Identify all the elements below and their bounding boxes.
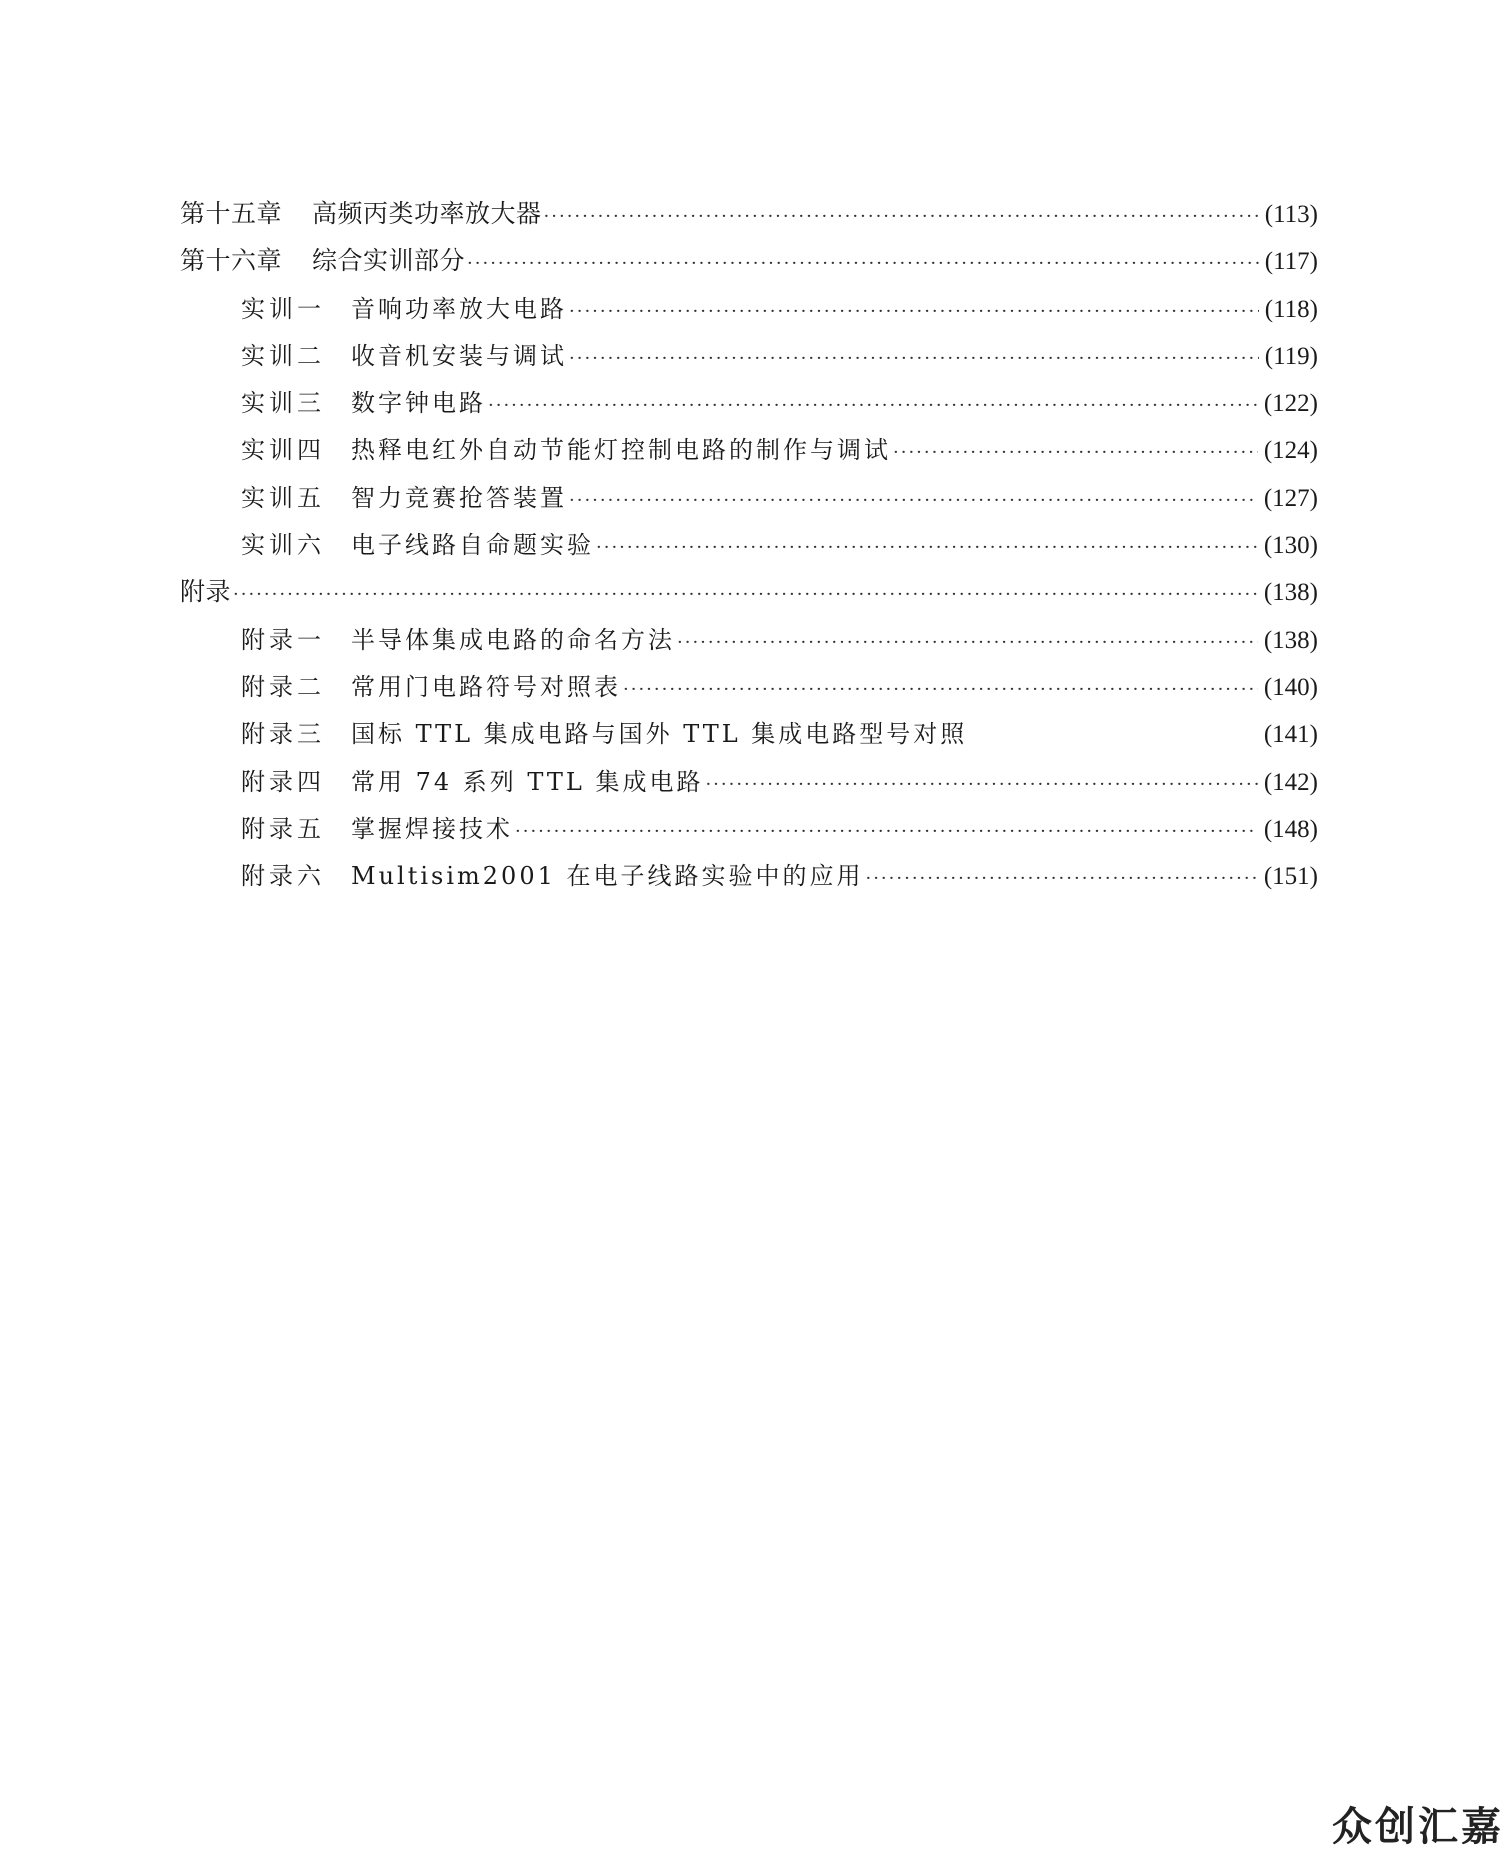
toc-entry-title: Multisim2001 在电子线路实验中的应用	[351, 862, 864, 891]
toc-subentry[interactable]	[180, 856, 1318, 903]
toc-entry-page: (117)	[1264, 248, 1318, 276]
toc-subentry[interactable]	[180, 809, 1318, 856]
watermark-logo: 众创汇嘉	[1332, 1804, 1504, 1850]
toc-entry-page: (124)	[1263, 437, 1318, 465]
toc-dot-leader	[623, 679, 1258, 700]
toc-entry-page: (142)	[1263, 768, 1318, 796]
toc-entry-title: 附录	[180, 577, 232, 607]
toc-dot-leader	[233, 584, 1258, 605]
toc-subentry[interactable]	[180, 525, 1318, 572]
toc-entry-number: 实训六	[241, 531, 325, 560]
toc-entry-page: (113)	[1264, 201, 1318, 228]
toc-entry-number: 附录一	[241, 625, 325, 654]
toc-entry-page: (140)	[1263, 673, 1318, 701]
toc-entry-title: 高频丙类功率放大器	[312, 199, 542, 228]
toc-dot-leader	[569, 301, 1259, 322]
toc-entry-title: 常用门电路符号对照表	[351, 672, 621, 701]
table-of-contents	[180, 194, 1318, 903]
toc-entry[interactable]	[180, 572, 1318, 619]
toc-entry-page: (148)	[1263, 815, 1318, 843]
toc-entry-page: (138)	[1263, 626, 1318, 654]
toc-entry-number: 第十六章	[180, 246, 283, 276]
toc-subentry[interactable]	[180, 620, 1318, 667]
toc-subentry[interactable]	[180, 478, 1318, 525]
toc-dot-leader	[596, 537, 1258, 558]
toc-entry-title: 智力竞赛抢答装置	[351, 483, 567, 512]
toc-entry-title: 收音机安装与调试	[351, 341, 567, 370]
toc-entry-title: 音响功率放大电路	[351, 294, 567, 323]
toc-dot-leader	[515, 821, 1258, 842]
toc-entry[interactable]	[180, 194, 1318, 241]
toc-entry-page: (127)	[1263, 484, 1318, 512]
toc-dot-leader	[705, 774, 1257, 795]
toc-entry-page: (130)	[1263, 532, 1318, 560]
toc-entry-number: 实训四	[241, 436, 325, 465]
toc-dot-leader	[544, 206, 1259, 227]
toc-subentry[interactable]	[180, 714, 1318, 761]
toc-entry-title: 数字钟电路	[351, 389, 486, 418]
toc-subentry[interactable]	[180, 289, 1318, 336]
toc-entry-title: 热释电红外自动节能灯控制电路的制作与调试	[351, 436, 891, 465]
toc-entry-number: 附录五	[241, 814, 325, 843]
toc-entry[interactable]	[180, 241, 1318, 288]
toc-entry-title: 掌握焊接技术	[351, 814, 513, 843]
toc-entry-title: 半导体集成电路的命名方法	[351, 625, 675, 654]
toc-entry-number: 第十五章	[180, 199, 283, 228]
toc-entry-number: 附录三	[241, 720, 325, 749]
toc-dot-leader	[677, 632, 1258, 653]
toc-entry-title: 国标 TTL 集成电路与国外 TTL 集成电路型号对照	[351, 720, 968, 749]
toc-subentry[interactable]	[180, 430, 1318, 477]
toc-entry-page: (141)	[1263, 721, 1318, 749]
toc-entry-title: 常用 74 系列 TTL 集成电路	[351, 767, 704, 796]
toc-subentry[interactable]	[180, 383, 1318, 430]
toc-entry-number: 实训五	[241, 483, 325, 512]
toc-dot-leader	[893, 442, 1258, 463]
toc-dot-leader	[865, 868, 1257, 889]
toc-entry-number: 附录二	[241, 672, 325, 701]
toc-subentry[interactable]	[180, 667, 1318, 714]
toc-subentry[interactable]	[180, 762, 1318, 809]
toc-entry-title: 电子线路自命题实验	[351, 531, 594, 560]
toc-dot-leader	[569, 348, 1259, 369]
toc-entry-number: 实训一	[241, 294, 325, 323]
toc-entry-page: (138)	[1263, 579, 1318, 607]
toc-entry-page: (118)	[1264, 295, 1318, 323]
toc-dot-leader	[488, 395, 1258, 416]
toc-entry-page: (119)	[1264, 342, 1318, 370]
toc-entry-number: 实训三	[241, 389, 325, 418]
toc-entry-page: (122)	[1263, 390, 1318, 418]
toc-entry-page: (151)	[1263, 863, 1318, 891]
toc-entry-number: 实训二	[241, 341, 325, 370]
toc-subentry[interactable]	[180, 336, 1318, 383]
toc-dot-leader	[569, 490, 1258, 511]
toc-entry-number: 附录四	[241, 767, 325, 796]
toc-entry-number: 附录六	[241, 862, 325, 891]
toc-dot-leader	[467, 253, 1259, 274]
toc-entry-title: 综合实训部分	[312, 246, 466, 276]
